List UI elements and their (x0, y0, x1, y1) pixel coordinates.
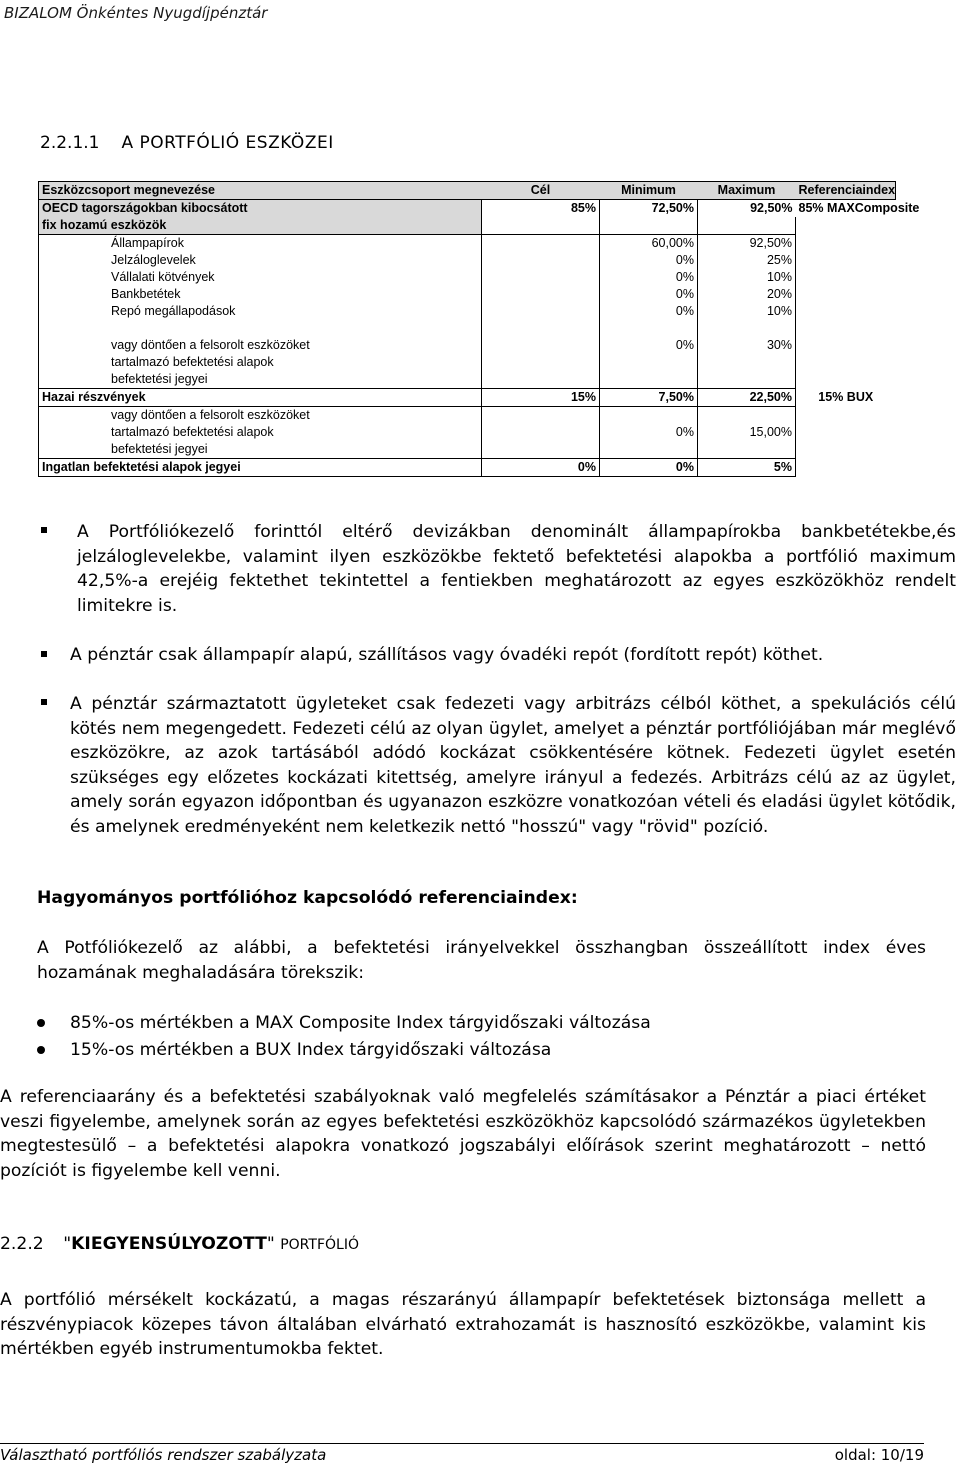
col-header: Cél (482, 182, 600, 200)
portfolio-assets-table (38, 181, 920, 477)
footer-page-number: oldal: 10/19 (834, 1446, 924, 1464)
footer-divider (0, 1443, 924, 1444)
reference-item: 15%-os mértékben a BUX Index tárgyidőszaki változása (70, 1040, 552, 1060)
section-heading (40, 133, 334, 153)
table-row: vagy döntően a felsorolt eszközöket (39, 407, 896, 425)
bullet-paragraph: A pénztár csak állampapír alapú, szállításos vagy óvadéki repót (fordított repót) köthet. (70, 645, 824, 665)
round-bullet-icon (37, 1046, 45, 1054)
reference-intro: A Potfóliókezelő az alábbi, a befektetési irányelvekkel összhangban összeállított index éves hozamának meghaladására törekszik: (37, 938, 926, 983)
table-row: Vállalati kötvények 0% 10% (39, 269, 896, 286)
section2-heading: 2.2.2 "KIEGYENSÚLYOZOTT" PORTFÓLIÓ (0, 1234, 359, 1254)
table-row: Állampapírok 60,00% 92,50% (39, 235, 896, 253)
reference-paragraph: A referenciaarány és a befektetési szabályoknak való megfelelés számításakor a Pénztár a piaci értéket veszi figyelembe, amelynek során az egyes befektetési eszközökhöz kapcsolódó származékos ügyletekben megtestesülő – a befektetési alapokra vonatkozó jogszabályi előírások szerint meghatározott – nettó pozíciót is figyelembe kell venni. (0, 1087, 926, 1181)
round-bullet-icon (37, 1019, 45, 1027)
table-row: tartalmazó befektetési alapok 0% 15,00% (39, 424, 896, 441)
col-header: Eszközcsoport megnevezése (39, 182, 482, 200)
col-header: Maximum (698, 182, 796, 200)
section2-paragraph: A portfólió mérsékelt kockázatú, a magas részarányú állampapír befektetések biztonsága mellett a részvénypiacok közepes távon általában elvárható extrahozamát is hasznosító eszközökbe, valamint kis mértékben egyéb instrumentumokba fektet. (0, 1290, 926, 1359)
square-bullet-icon (41, 651, 47, 657)
table-row: vagy döntően a felsorolt eszközöket 0% 30% (39, 337, 896, 354)
table-row: fix hozamú eszközök (39, 217, 896, 235)
table-row: Hazai részvények 15% 7,50% 22,50% 15% BUX (39, 389, 896, 407)
table-row (39, 320, 896, 337)
col-header: Referenciaindex (796, 182, 896, 200)
table-row: befektetési jegyei (39, 371, 896, 389)
bullet-paragraph: A pénztár származtatott ügyleteket csak fedezeti vagy arbitrázs célból köthet, a spekulációs célú kötés nem megengedett. Fedezeti célú az olyan ügylet, amelyet a pénztár portfóliójában már meglévő eszközökre, az azok tartásából adódó kockázat csökkentésére kötnek. Fedezeti ügylet esetén szükséges egy előzetes kockázati kitettség, amelyre irányul a fedezés. Arbitrázs célú az az ügylet, amely során egyazon időpontban és ugyanazon eszközre vonatkozóan vételi és eladási ügylet kötődik, és amelynek eredményeként nem keletkezik nettó "hosszú" vagy "rövid" pozíció. (70, 694, 956, 837)
section-title: A PORTFÓLIÓ ESZKÖZEI (121, 133, 334, 153)
table-row: Ingatlan befektetési alapok jegyei 0% 0% 5% (39, 459, 896, 477)
reference-index-heading: Hagyományos portfólióhoz kapcsolódó referenciaindex: (37, 888, 578, 908)
section-number: 2.2.1.1 (40, 133, 100, 153)
table-row: Repó megállapodások 0% 10% (39, 303, 896, 320)
col-header: Minimum (600, 182, 698, 200)
table-row: OECD tagországokban kibocsátott 85% 72,50% 92,50% 85% MAXComposite (39, 200, 896, 218)
table-row: befektetési jegyei (39, 441, 896, 459)
table-header-row (39, 182, 896, 200)
table-row: Bankbetétek 0% 20% (39, 286, 896, 303)
reference-item: 85%-os mértékben a MAX Composite Index tárgyidőszaki változása (70, 1013, 651, 1033)
square-bullet-icon (41, 699, 47, 705)
document-header: BIZALOM Önkéntes Nyugdíjpénztár (4, 4, 268, 22)
square-bullet-icon (41, 527, 47, 533)
table-row: Jelzáloglevelek 0% 25% (39, 252, 896, 269)
footer-document-title: Választható portfóliós rendszer szabályzata (0, 1446, 327, 1464)
bullet-paragraph: A Portfóliókezelő forinttól eltérő devizákban denominált állampapírokba bankbetétekbe,és jelzáloglevelekbe, valamint ilyen eszközökbe fektető befektetési alapokba a portfólió maximum 42,5%-a erejéig fektethet tekintettel a fentiekben meghatározott az egyes eszközökhöz rendelt limitekre is. (77, 522, 956, 616)
table-row: tartalmazó befektetési alapok (39, 354, 896, 371)
